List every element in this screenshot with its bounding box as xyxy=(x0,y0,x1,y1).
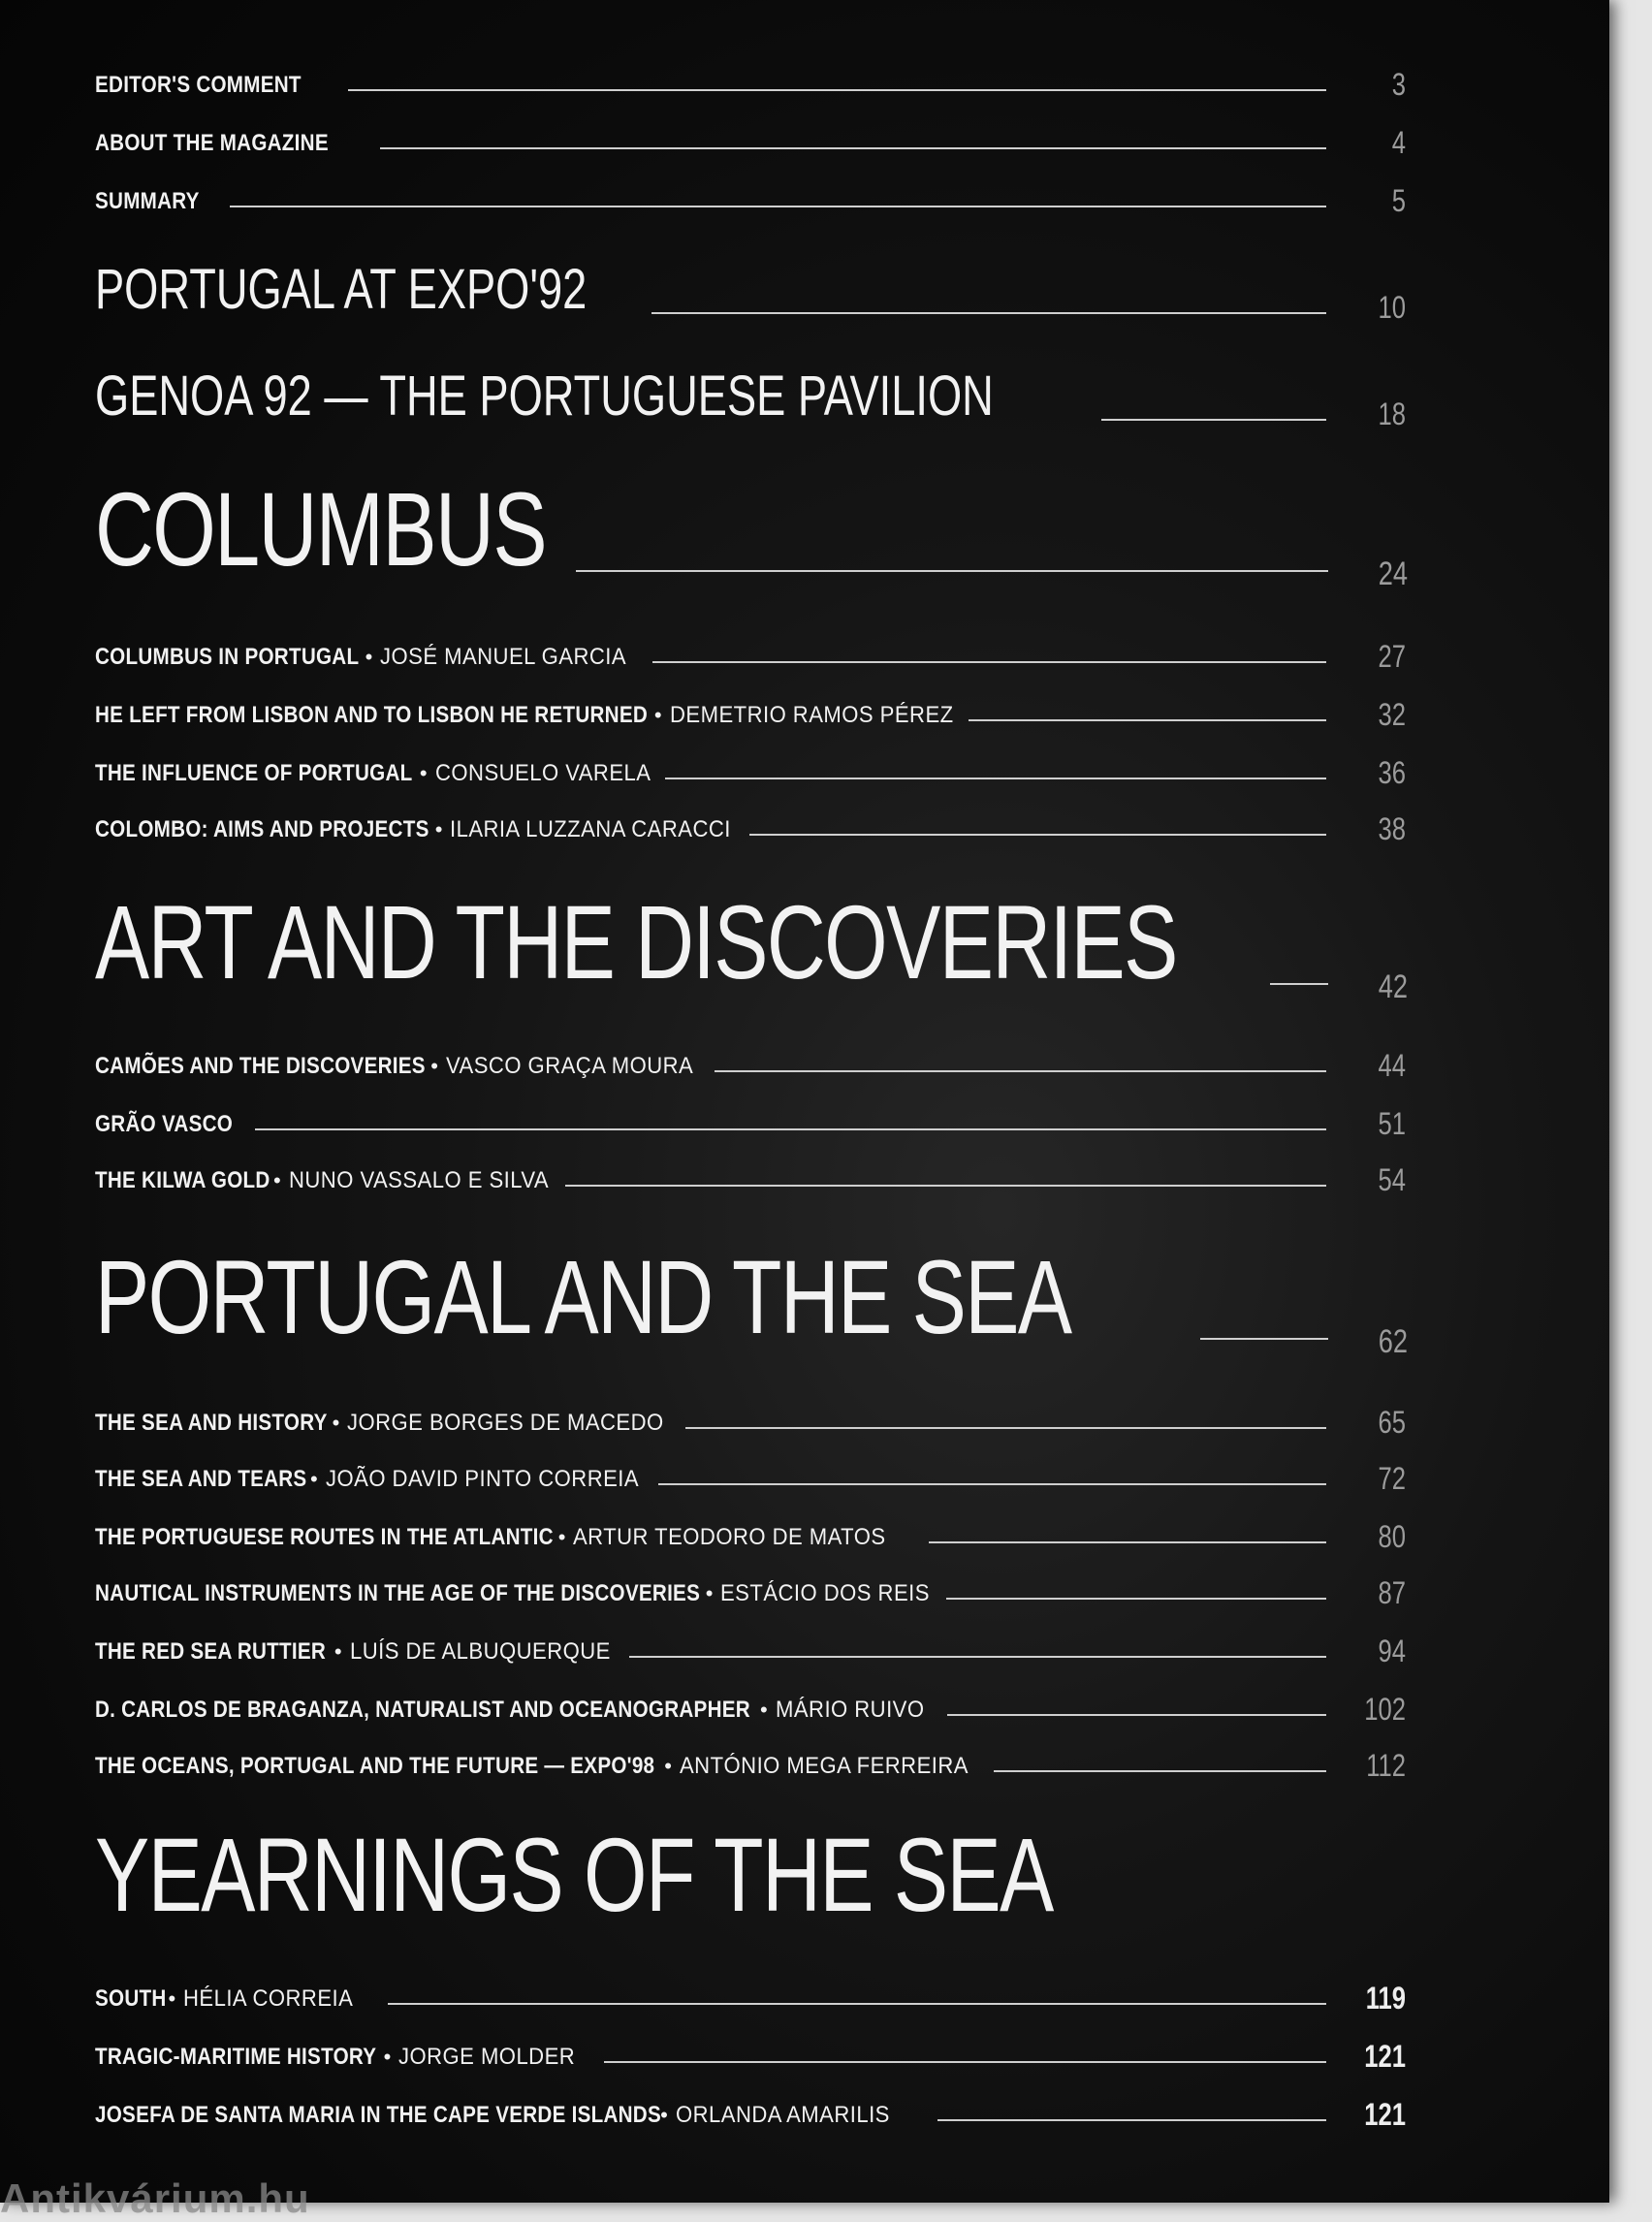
article-author: JOSÉ MANUEL GARCIA xyxy=(380,644,627,670)
article-title: THE RED SEA RUTTIER xyxy=(95,1638,327,1665)
article-author: ESTÁCIO DOS REIS xyxy=(720,1580,931,1606)
separator-dot: • xyxy=(759,1698,768,1722)
article-author: CONSUELO VARELA xyxy=(434,760,651,786)
article-title: THE INFLUENCE OF PORTUGAL xyxy=(95,760,413,786)
toc-entry[interactable] xyxy=(95,1685,1406,1727)
toc-entry[interactable] xyxy=(95,690,1406,732)
page-number: 18 xyxy=(1378,397,1406,431)
leader-line xyxy=(929,1541,1326,1543)
leader-line xyxy=(576,570,1328,572)
watermark: Antikvárium.hu xyxy=(0,2175,310,2221)
section-title: COLUMBUS xyxy=(95,470,546,587)
article-title: THE OCEANS, PORTUGAL AND THE FUTURE — EXPO'98 xyxy=(95,1753,655,1779)
page-number: 5 xyxy=(1391,183,1406,218)
page-number: 62 xyxy=(1378,1323,1408,1360)
page-number: 3 xyxy=(1391,67,1406,102)
article-title: HE LEFT FROM LISBON AND TO LISBON HE RETURNED xyxy=(95,702,649,728)
page-number: 94 xyxy=(1378,1634,1406,1668)
toc-entry[interactable] xyxy=(95,1741,1406,1783)
article-author: LUÍS DE ALBUQUERQUE xyxy=(349,1638,611,1665)
separator-dot: • xyxy=(653,703,662,727)
article-author: VASCO GRAÇA MOURA xyxy=(446,1053,694,1079)
toc-entry[interactable] xyxy=(95,1627,1406,1666)
feature-title: GENOA 92 — THE PORTUGUESE PAVILION xyxy=(95,365,994,428)
leader-line xyxy=(715,1070,1326,1072)
page-number: 121 xyxy=(1364,2039,1406,2074)
separator-dot: • xyxy=(383,2045,392,2069)
toc-entry[interactable] xyxy=(95,118,1406,160)
leader-line xyxy=(604,2061,1326,2063)
article-author: MÁRIO RUIVO xyxy=(775,1697,925,1723)
toc-entry[interactable] xyxy=(95,1454,1406,1496)
article-title: SOUTH xyxy=(95,1985,167,2012)
toc-entry[interactable] xyxy=(95,1099,1406,1141)
leader-line xyxy=(665,778,1326,779)
toc-entry[interactable] xyxy=(95,2090,1406,2132)
article-author: HÉLIA CORREIA xyxy=(183,1985,354,2012)
leader-line xyxy=(388,2003,1326,2005)
entry-title: SUMMARY xyxy=(95,188,200,214)
leader-line xyxy=(937,2119,1326,2121)
page-number: 36 xyxy=(1378,755,1406,790)
leader-line xyxy=(947,1714,1326,1716)
separator-dot: • xyxy=(430,1054,438,1078)
separator-dot: • xyxy=(419,761,428,785)
toc-entry[interactable] xyxy=(95,632,1406,674)
leader-line xyxy=(969,719,1326,721)
article-title: CAMÕES AND THE DISCOVERIES xyxy=(95,1053,426,1079)
page-number: 42 xyxy=(1378,968,1408,1005)
leader-line xyxy=(652,661,1326,663)
section-heading[interactable] xyxy=(95,1816,1408,1935)
separator-dot: • xyxy=(434,817,443,841)
article-author: JORGE MOLDER xyxy=(398,2044,576,2070)
leader-line xyxy=(629,1656,1326,1658)
leader-line xyxy=(565,1185,1326,1187)
leader-line xyxy=(230,206,1326,207)
separator-dot: • xyxy=(334,1639,342,1664)
toc-feature[interactable] xyxy=(95,254,1406,325)
page-number: 80 xyxy=(1378,1519,1406,1554)
page-number: 32 xyxy=(1378,697,1406,732)
leader-line xyxy=(994,1770,1326,1772)
toc-entry[interactable] xyxy=(95,805,1406,846)
page-number: 4 xyxy=(1391,125,1406,160)
page-number: 112 xyxy=(1366,1748,1406,1783)
separator-dot: • xyxy=(272,1168,281,1192)
leader-line xyxy=(658,1483,1326,1485)
section-title: ART AND THE DISCOVERIES xyxy=(95,883,1177,1000)
article-title: JOSEFA DE SANTA MARIA IN THE CAPE VERDE ISLANDS xyxy=(95,2102,661,2128)
article-title: NAUTICAL INSTRUMENTS IN THE AGE OF THE DISCOVERIES xyxy=(95,1580,701,1606)
section-title: PORTUGAL AND THE SEA xyxy=(95,1238,1071,1355)
article-title: THE SEA AND TEARS xyxy=(95,1466,307,1492)
article-title: COLUMBUS IN PORTUGAL xyxy=(95,644,360,670)
page-number: 51 xyxy=(1378,1106,1406,1141)
separator-dot: • xyxy=(168,1986,176,2011)
toc-entry[interactable] xyxy=(95,1041,1406,1083)
section-title: YEARNINGS OF THE SEA xyxy=(95,1816,1053,1933)
page-number: 10 xyxy=(1378,290,1406,325)
entry-title: EDITOR'S COMMENT xyxy=(95,72,302,98)
article-title: TRAGIC-MARITIME HISTORY xyxy=(95,2044,377,2070)
toc-entry[interactable] xyxy=(95,1512,1406,1554)
entry-title: ABOUT THE MAGAZINE xyxy=(95,130,329,156)
section-heading[interactable] xyxy=(95,1238,1408,1360)
page-number: 27 xyxy=(1378,639,1406,674)
page-number: 65 xyxy=(1378,1405,1406,1440)
leader-line xyxy=(651,312,1326,314)
leader-line xyxy=(255,1128,1326,1130)
separator-dot: • xyxy=(310,1467,318,1491)
article-title: THE PORTUGUESE ROUTES IN THE ATLANTIC xyxy=(95,1524,554,1550)
article-author: JOÃO DAVID PINTO CORREIA xyxy=(325,1466,639,1492)
toc-entry[interactable] xyxy=(95,1974,1406,2016)
leader-line xyxy=(1101,419,1326,421)
leader-line xyxy=(749,834,1326,836)
toc-entry[interactable] xyxy=(95,2032,1406,2074)
article-author: ORLANDA AMARILIS xyxy=(675,2102,890,2128)
article-author: JORGE BORGES DE MACEDO xyxy=(347,1410,664,1436)
page-number: 54 xyxy=(1378,1162,1406,1197)
toc-entry[interactable] xyxy=(95,1156,1406,1197)
article-author: NUNO VASSALO E SILVA xyxy=(288,1167,549,1193)
article-title: THE KILWA GOLD xyxy=(95,1167,270,1193)
page-number: 72 xyxy=(1378,1461,1406,1496)
page-number: 102 xyxy=(1364,1692,1406,1727)
page-number: 44 xyxy=(1378,1048,1406,1083)
leader-line xyxy=(685,1427,1326,1429)
separator-dot: • xyxy=(365,645,373,669)
leader-line xyxy=(1270,983,1328,985)
article-author: ARTUR TEODORO DE MATOS xyxy=(573,1524,887,1550)
article-author: ILARIA LUZZANA CARACCI xyxy=(450,816,732,842)
separator-dot: • xyxy=(332,1411,340,1435)
toc-entry[interactable] xyxy=(95,1398,1406,1440)
page-number: 38 xyxy=(1378,811,1406,846)
feature-title: PORTUGAL AT EXPO'92 xyxy=(95,258,588,321)
toc-entry[interactable] xyxy=(95,60,1406,102)
page-number: 119 xyxy=(1365,1981,1406,2016)
separator-dot: • xyxy=(664,1754,672,1778)
page-number: 87 xyxy=(1378,1575,1406,1610)
article-author: DEMETRIO RAMOS PÉREZ xyxy=(669,702,954,728)
toc-feature[interactable] xyxy=(95,361,1406,429)
separator-dot: • xyxy=(557,1525,566,1549)
page-number: 121 xyxy=(1364,2097,1406,2132)
section-heading[interactable] xyxy=(95,470,1408,592)
article-title: GRÃO VASCO xyxy=(95,1111,234,1137)
section-heading[interactable] xyxy=(95,883,1408,1005)
separator-dot: • xyxy=(705,1581,714,1605)
article-title: COLOMBO: AIMS AND PROJECTS xyxy=(95,816,429,842)
toc-entry[interactable] xyxy=(95,748,1406,790)
article-title: D. CARLOS DE BRAGANZA, NATURALIST AND OCEANOGRAPHER xyxy=(95,1697,750,1723)
leader-line xyxy=(946,1598,1326,1600)
page-number: 24 xyxy=(1378,556,1408,592)
toc-entry[interactable] xyxy=(95,176,1406,218)
article-title: THE SEA AND HISTORY xyxy=(95,1410,328,1436)
separator-dot: • xyxy=(660,2103,668,2127)
article-author: ANTÓNIO MEGA FERREIRA xyxy=(679,1753,969,1779)
leader-line xyxy=(348,89,1326,91)
leader-line xyxy=(1200,1338,1328,1340)
toc-entry[interactable] xyxy=(95,1569,1406,1610)
leader-line xyxy=(380,147,1326,149)
